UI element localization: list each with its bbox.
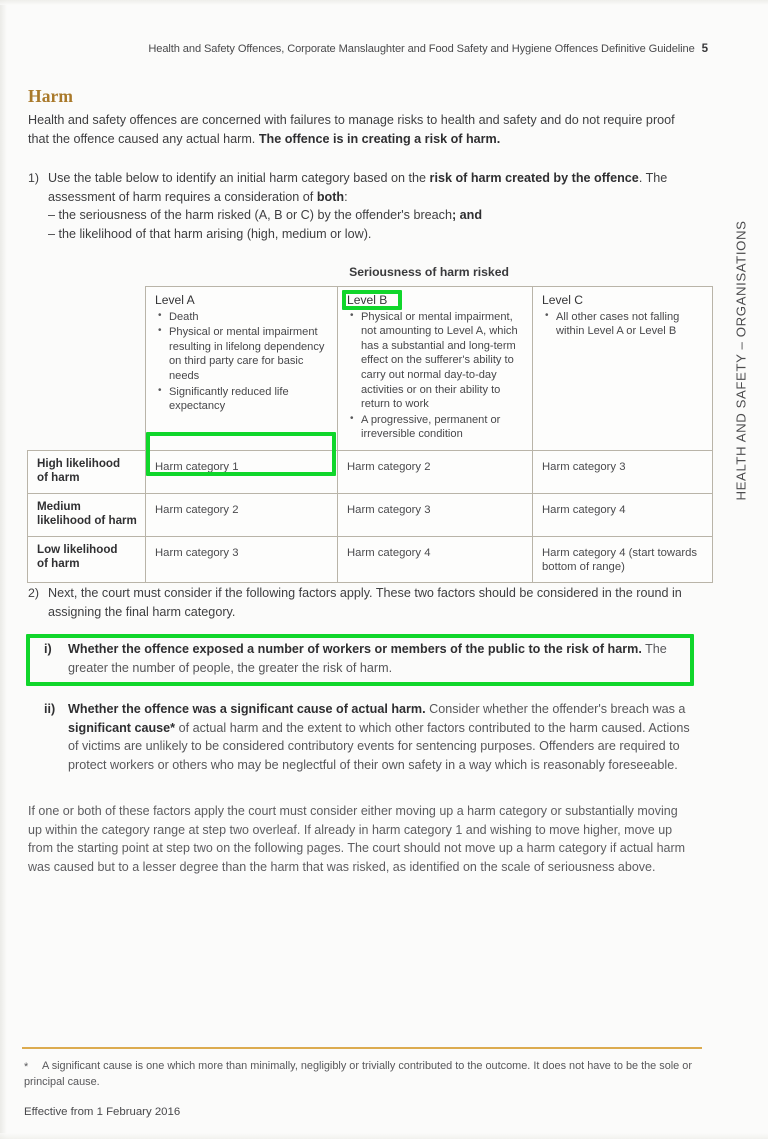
item1-text-a: Use the table below to identify an initial harm category based on the: [48, 171, 430, 185]
list-item-2-marker: 2): [28, 586, 40, 600]
level-a-title: Level A: [155, 293, 195, 307]
row-label-line-1: Medium: [37, 499, 81, 513]
item1-text-c: :: [344, 189, 348, 204]
list-item-1-body: [48, 169, 688, 243]
side-tab: [730, 160, 752, 560]
table-corner-cell: [28, 287, 146, 451]
factor-i-rest: The greater the number of people, the greater the risk of harm.: [68, 642, 667, 675]
page-number: 5: [701, 42, 708, 55]
factor-i-marker: i): [44, 642, 52, 656]
item1-bold-b: both: [316, 189, 345, 204]
cell-low-level-b: Harm category 4: [338, 536, 533, 582]
cell-low-level-c: Harm category 4 (start towards bottom of range): [533, 536, 713, 582]
level-a-bullets: [155, 310, 329, 414]
list-item-2: [28, 584, 688, 621]
closing-paragraph: If one or both of these factors apply the court must consider either moving up a harm category or substantially moving up within the category range at step two overleaf. If already in harm category 1 and wishing to move higher, move up from the starting point at step two on the following pages. The court should not move up a harm category if actual harm was caused but to a lesser degree than the harm that was risked, as identified on the scale of seriousness above.: [28, 804, 686, 874]
harm-category-table: [27, 286, 713, 583]
row-label-line-1: High likelihood: [37, 456, 121, 470]
factor-ii-body: [68, 700, 692, 774]
table-row-levels: [28, 287, 713, 451]
table-caption: Seriousness of harm risked: [349, 265, 509, 279]
cell-high-level-a: Harm category 1: [146, 450, 338, 493]
row-label-line-2: of harm: [37, 556, 80, 570]
factor-i-bold: Whether the offence exposed a number of workers or members of the public to the risk of harm.: [68, 642, 642, 656]
cell-medium-level-a: Harm category 2: [146, 493, 338, 536]
item1-dash1-text: – the seriousness of the harm risked (A, B or C) by the offender's breach: [48, 208, 452, 223]
item1-dash1-bold: ; and: [451, 208, 483, 223]
factor-i: [44, 640, 689, 677]
factor-ii: [44, 700, 692, 774]
list-item-2-body: Next, the court must consider if the following factors apply. These two factors should be considered in the round in assigning the final harm category.: [48, 586, 682, 619]
list-item: • Physical or mental impairment resulting in lifelong dependency on third party care for basic needs: [169, 325, 329, 383]
level-b-bullets: [347, 310, 524, 442]
row-label-medium-likelihood: [28, 493, 146, 536]
list-item: • All other cases not falling within Level A or Level B: [556, 310, 704, 339]
footnote-divider: [22, 1047, 702, 1049]
side-tab-label: HEALTH AND SAFETY – ORGANISATIONS: [733, 220, 749, 500]
level-b-title: Level B: [347, 293, 388, 307]
row-label-line-1: Low likelihood: [37, 542, 118, 556]
intro-paragraph: [28, 111, 688, 148]
item1-dash-line-2: – the likelihood of that harm arising (high, medium or low).: [48, 226, 372, 241]
row-label-line-2: likelihood of harm: [37, 514, 137, 528]
cell-medium-level-b: Harm category 3: [338, 493, 533, 536]
footnote-text: A significant cause is one which more than minimally, negligibly or trivially contributed to the outcome. It does not have to be the sole or principal cause.: [24, 1060, 692, 1089]
list-item: • Significantly reduced life expectancy: [169, 385, 329, 414]
intro-text-bold: The offence is in creating a risk of harm.: [258, 131, 501, 146]
running-header: [28, 42, 708, 55]
level-c-bullets: [542, 310, 704, 339]
factor-ii-rest-a: Consider whether the offender's breach was a: [425, 702, 686, 716]
row-label-low-likelihood: [28, 536, 146, 582]
table-row: [28, 493, 713, 536]
factor-ii-bold-b: significant cause*: [68, 720, 176, 735]
level-c-title: Level C: [542, 293, 584, 307]
factor-ii-marker: ii): [44, 702, 56, 716]
list-item-1: [28, 169, 688, 243]
footnote: [24, 1058, 694, 1091]
level-b-cell: [338, 287, 533, 451]
factor-ii-rest-b: of actual harm and the extent to which other factors contributed to the harm caused. Actions of victims are unlikely to be considered contributory events for sentencing purposes. Offenders are required to protect workers or others who may be neglectful of their own safety in a way which is reasonably foreseeable.: [68, 720, 690, 772]
effective-date: Effective from 1 February 2016: [24, 1106, 181, 1118]
row-label-high-likelihood: [28, 450, 146, 493]
row-label-line-2: of harm: [37, 471, 80, 485]
cell-medium-level-c: Harm category 4: [533, 493, 713, 536]
list-item-1-marker: 1): [28, 171, 40, 185]
table-row: [28, 450, 713, 493]
page-title: Harm: [28, 86, 74, 106]
list-item: • Death: [169, 310, 329, 325]
cell-low-level-a: Harm category 3: [146, 536, 338, 582]
item1-bold-a: risk of harm created by the offence: [429, 171, 639, 185]
list-item: • Physical or mental impairment, not amounting to Level A, which has a substantial and long-term effect on the sufferer's ability to carry out normal day-to-day activities or on their ability to return to work: [361, 310, 524, 412]
level-a-cell: [146, 287, 338, 451]
item1-text-b: . The assessment of harm requires a consideration of: [48, 171, 668, 204]
factor-ii-bold-a: Whether the offence was a significant cause of actual harm.: [68, 702, 426, 716]
intro-text-plain: Health and safety offences are concerned with failures to manage risks to health and safety and do not require proof that the offence caused any actual harm.: [28, 113, 675, 146]
cell-high-level-c: Harm category 3: [533, 450, 713, 493]
footnote-marker: *: [24, 1061, 29, 1073]
cell-high-level-b: Harm category 2: [338, 450, 533, 493]
factor-i-body: [68, 640, 689, 677]
running-header-title: Health and Safety Offences, Corporate Manslaughter and Food Safety and Hygiene Offences Definitive Guideline: [148, 43, 695, 55]
level-c-cell: [533, 287, 713, 451]
table-row: [28, 536, 713, 582]
list-item: • A progressive, permanent or irreversible condition: [361, 413, 524, 442]
item1-dash-line-1: [48, 206, 688, 225]
